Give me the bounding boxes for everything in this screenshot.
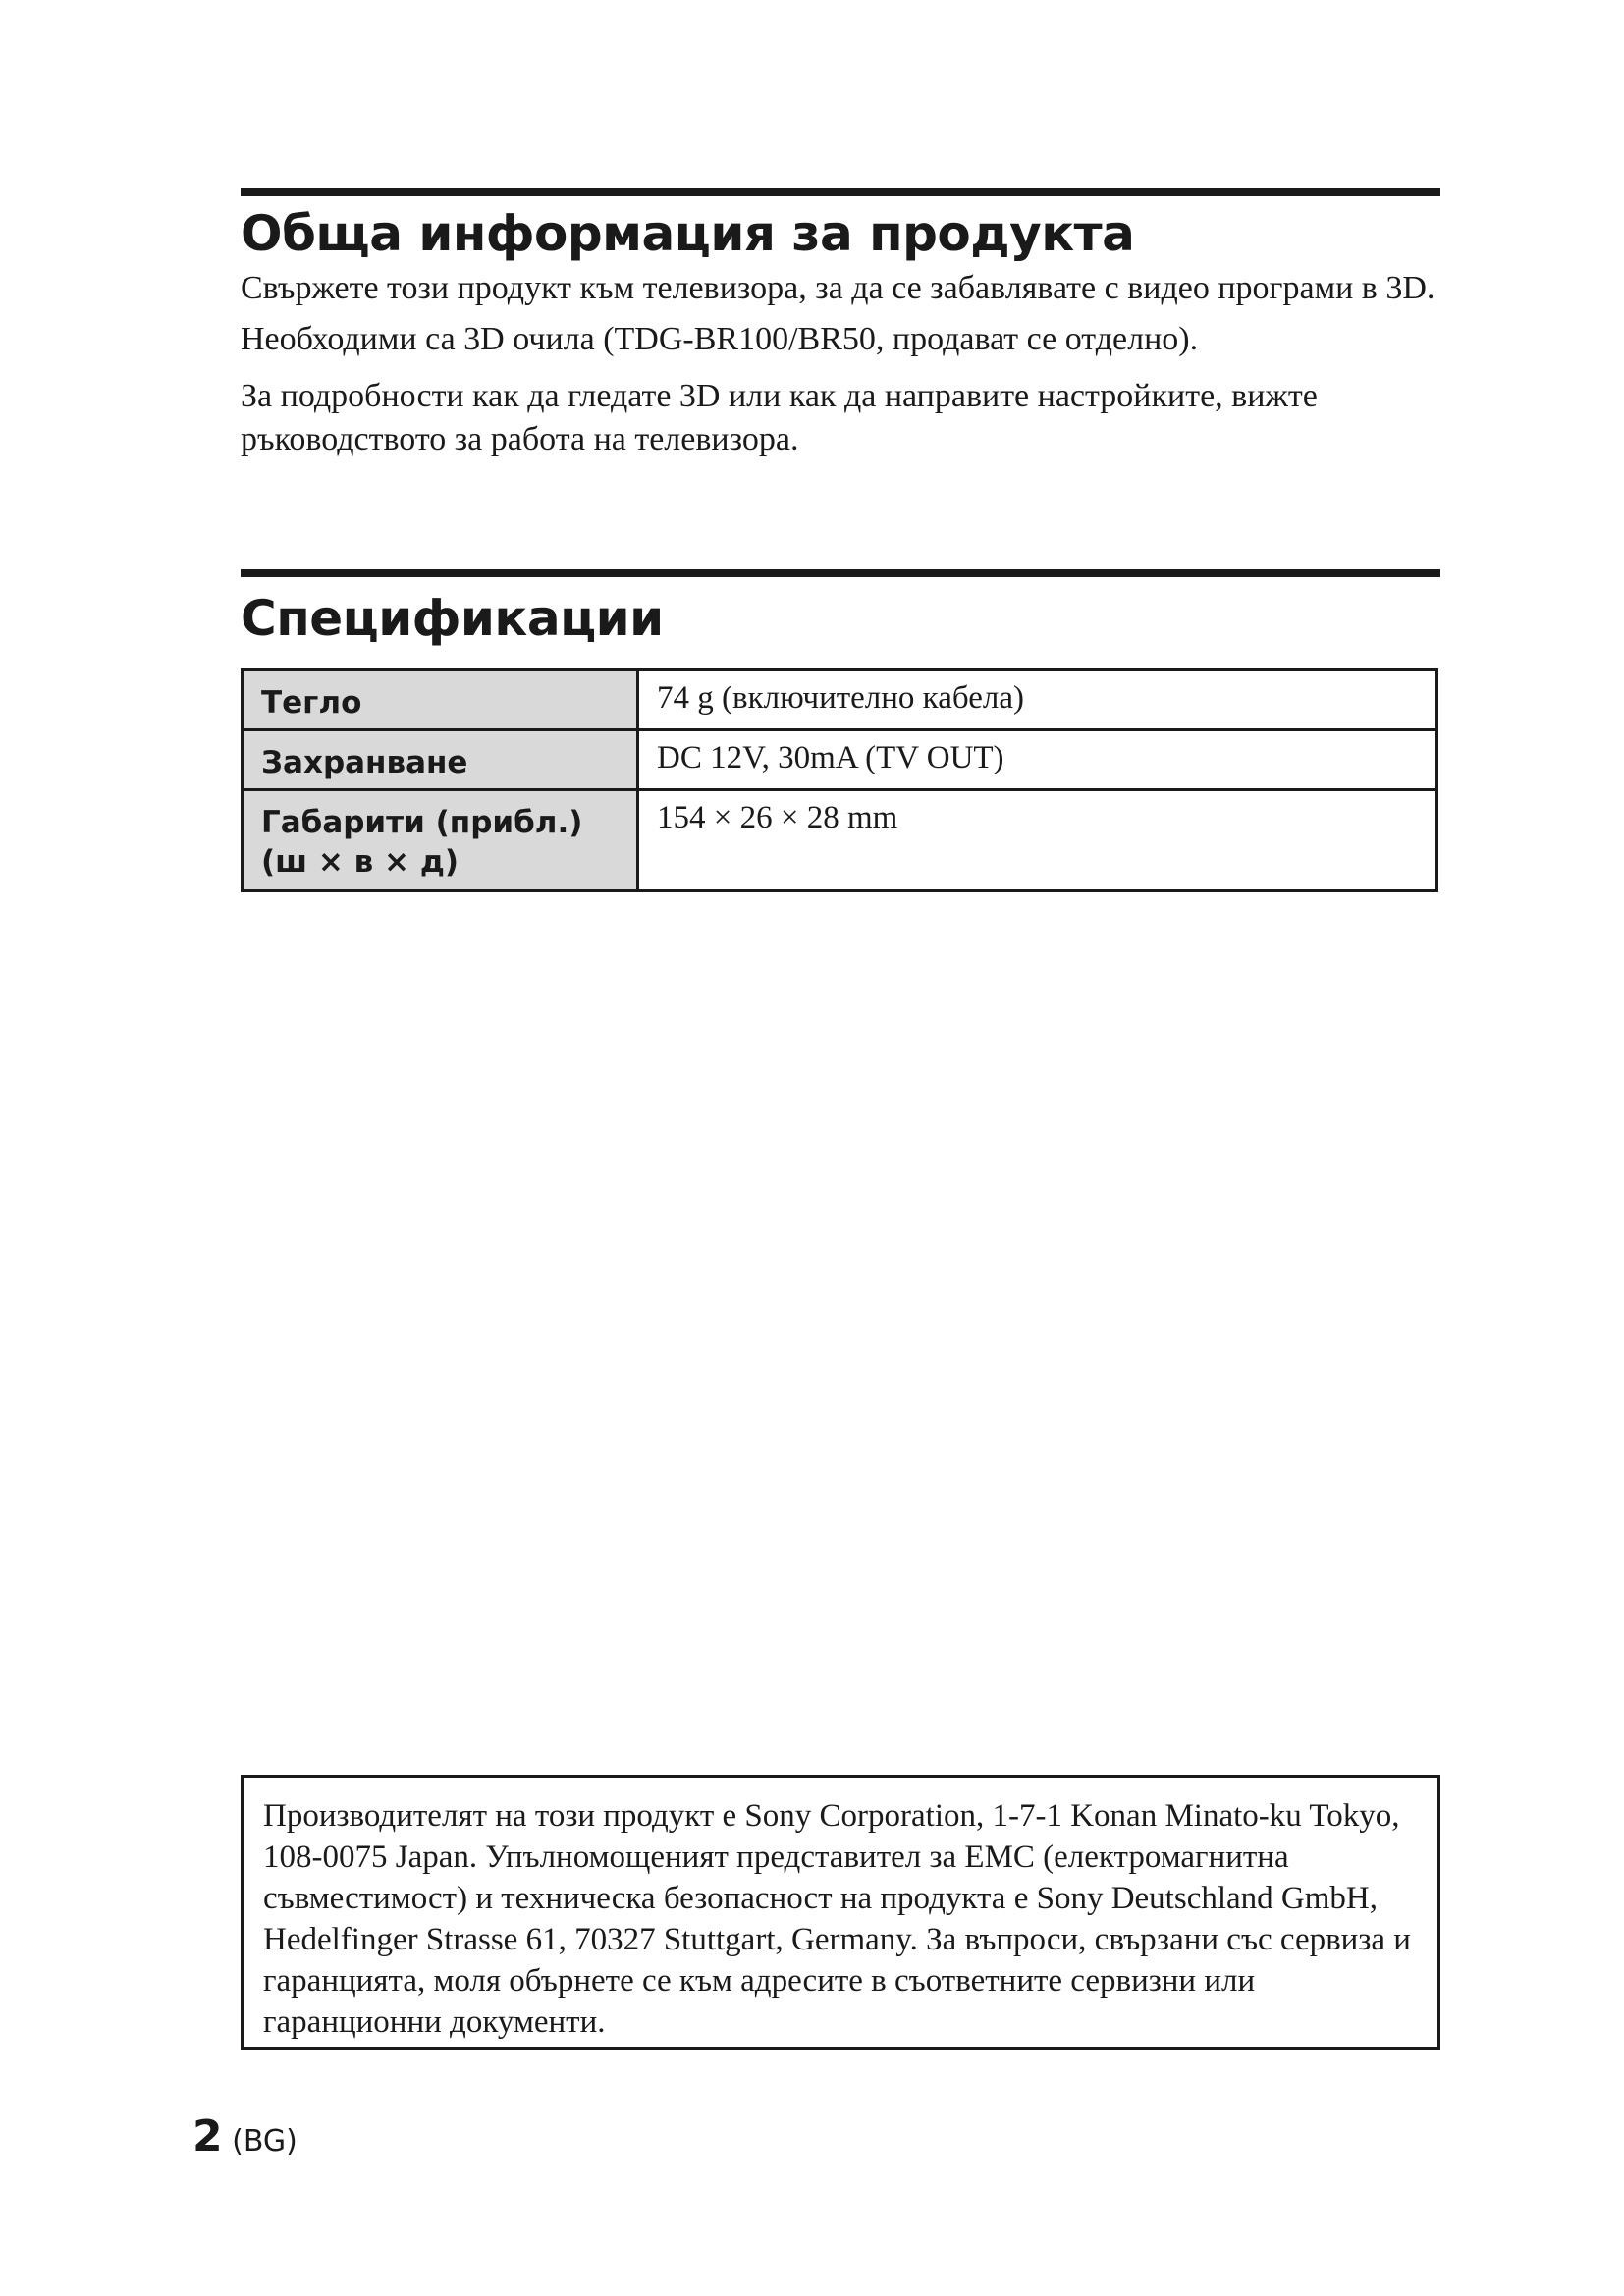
table-row (243, 670, 1437, 730)
intro-heading: Обща информация за продукта (241, 205, 1135, 262)
page-number-value: 2 (192, 2111, 223, 2162)
page-language-code: (BG) (232, 2124, 298, 2159)
intro-paragraph-2: Необходими са 3D очила (TDG-BR100/BR50, продават се отделно). (241, 321, 1199, 357)
manufacturer-notice-box (241, 1775, 1440, 2050)
table-row (243, 730, 1437, 790)
spec-value-power: DC 12V, 30mA (TV OUT) (638, 730, 1437, 790)
spec-label-dimensions: Габарити (прибл.) (ш × в × д) (243, 790, 638, 891)
table-row (243, 790, 1437, 891)
intro-paragraph-1: Свържете този продукт към телевизора, за да се забавлявате с видео програми в 3D. (241, 270, 1435, 306)
page-number (192, 2112, 298, 2166)
spec-value-weight: 74 g (включително кабела) (638, 670, 1437, 730)
manufacturer-notice-text: Производителят на този продукт е Sony Corporation, 1-7-1 Konan Minato-ku Tokyo, 108-0075 Japan. Упълномощеният представител за EMC (електромагнитна съвместимост) и техническа безопасност на продукта е Sony Deutschland GmbH, Hedelfinger Strasse 61, 70327 Stuttgart, Germany. За въпроси, свързани със сервиза и гаранцията, моля обърнете се към адресите в съответните сервизни или гаранционни документи. (263, 1798, 1411, 2040)
spec-section (241, 569, 1440, 648)
spec-label-weight: Тегло (243, 670, 638, 730)
intro-paragraph-3: За подробности как да гледате 3D или как да направите настройките, вижте ръководството за работа на телевизора. (241, 378, 1318, 457)
spec-value-dimensions: 154 × 26 × 28 mm (638, 790, 1437, 891)
intro-section (241, 188, 1440, 461)
spec-label-power: Захранване (243, 730, 638, 790)
section-rule (241, 569, 1440, 577)
section-rule (241, 188, 1440, 196)
spec-table (241, 668, 1438, 892)
spec-heading: Спецификации (241, 590, 664, 647)
